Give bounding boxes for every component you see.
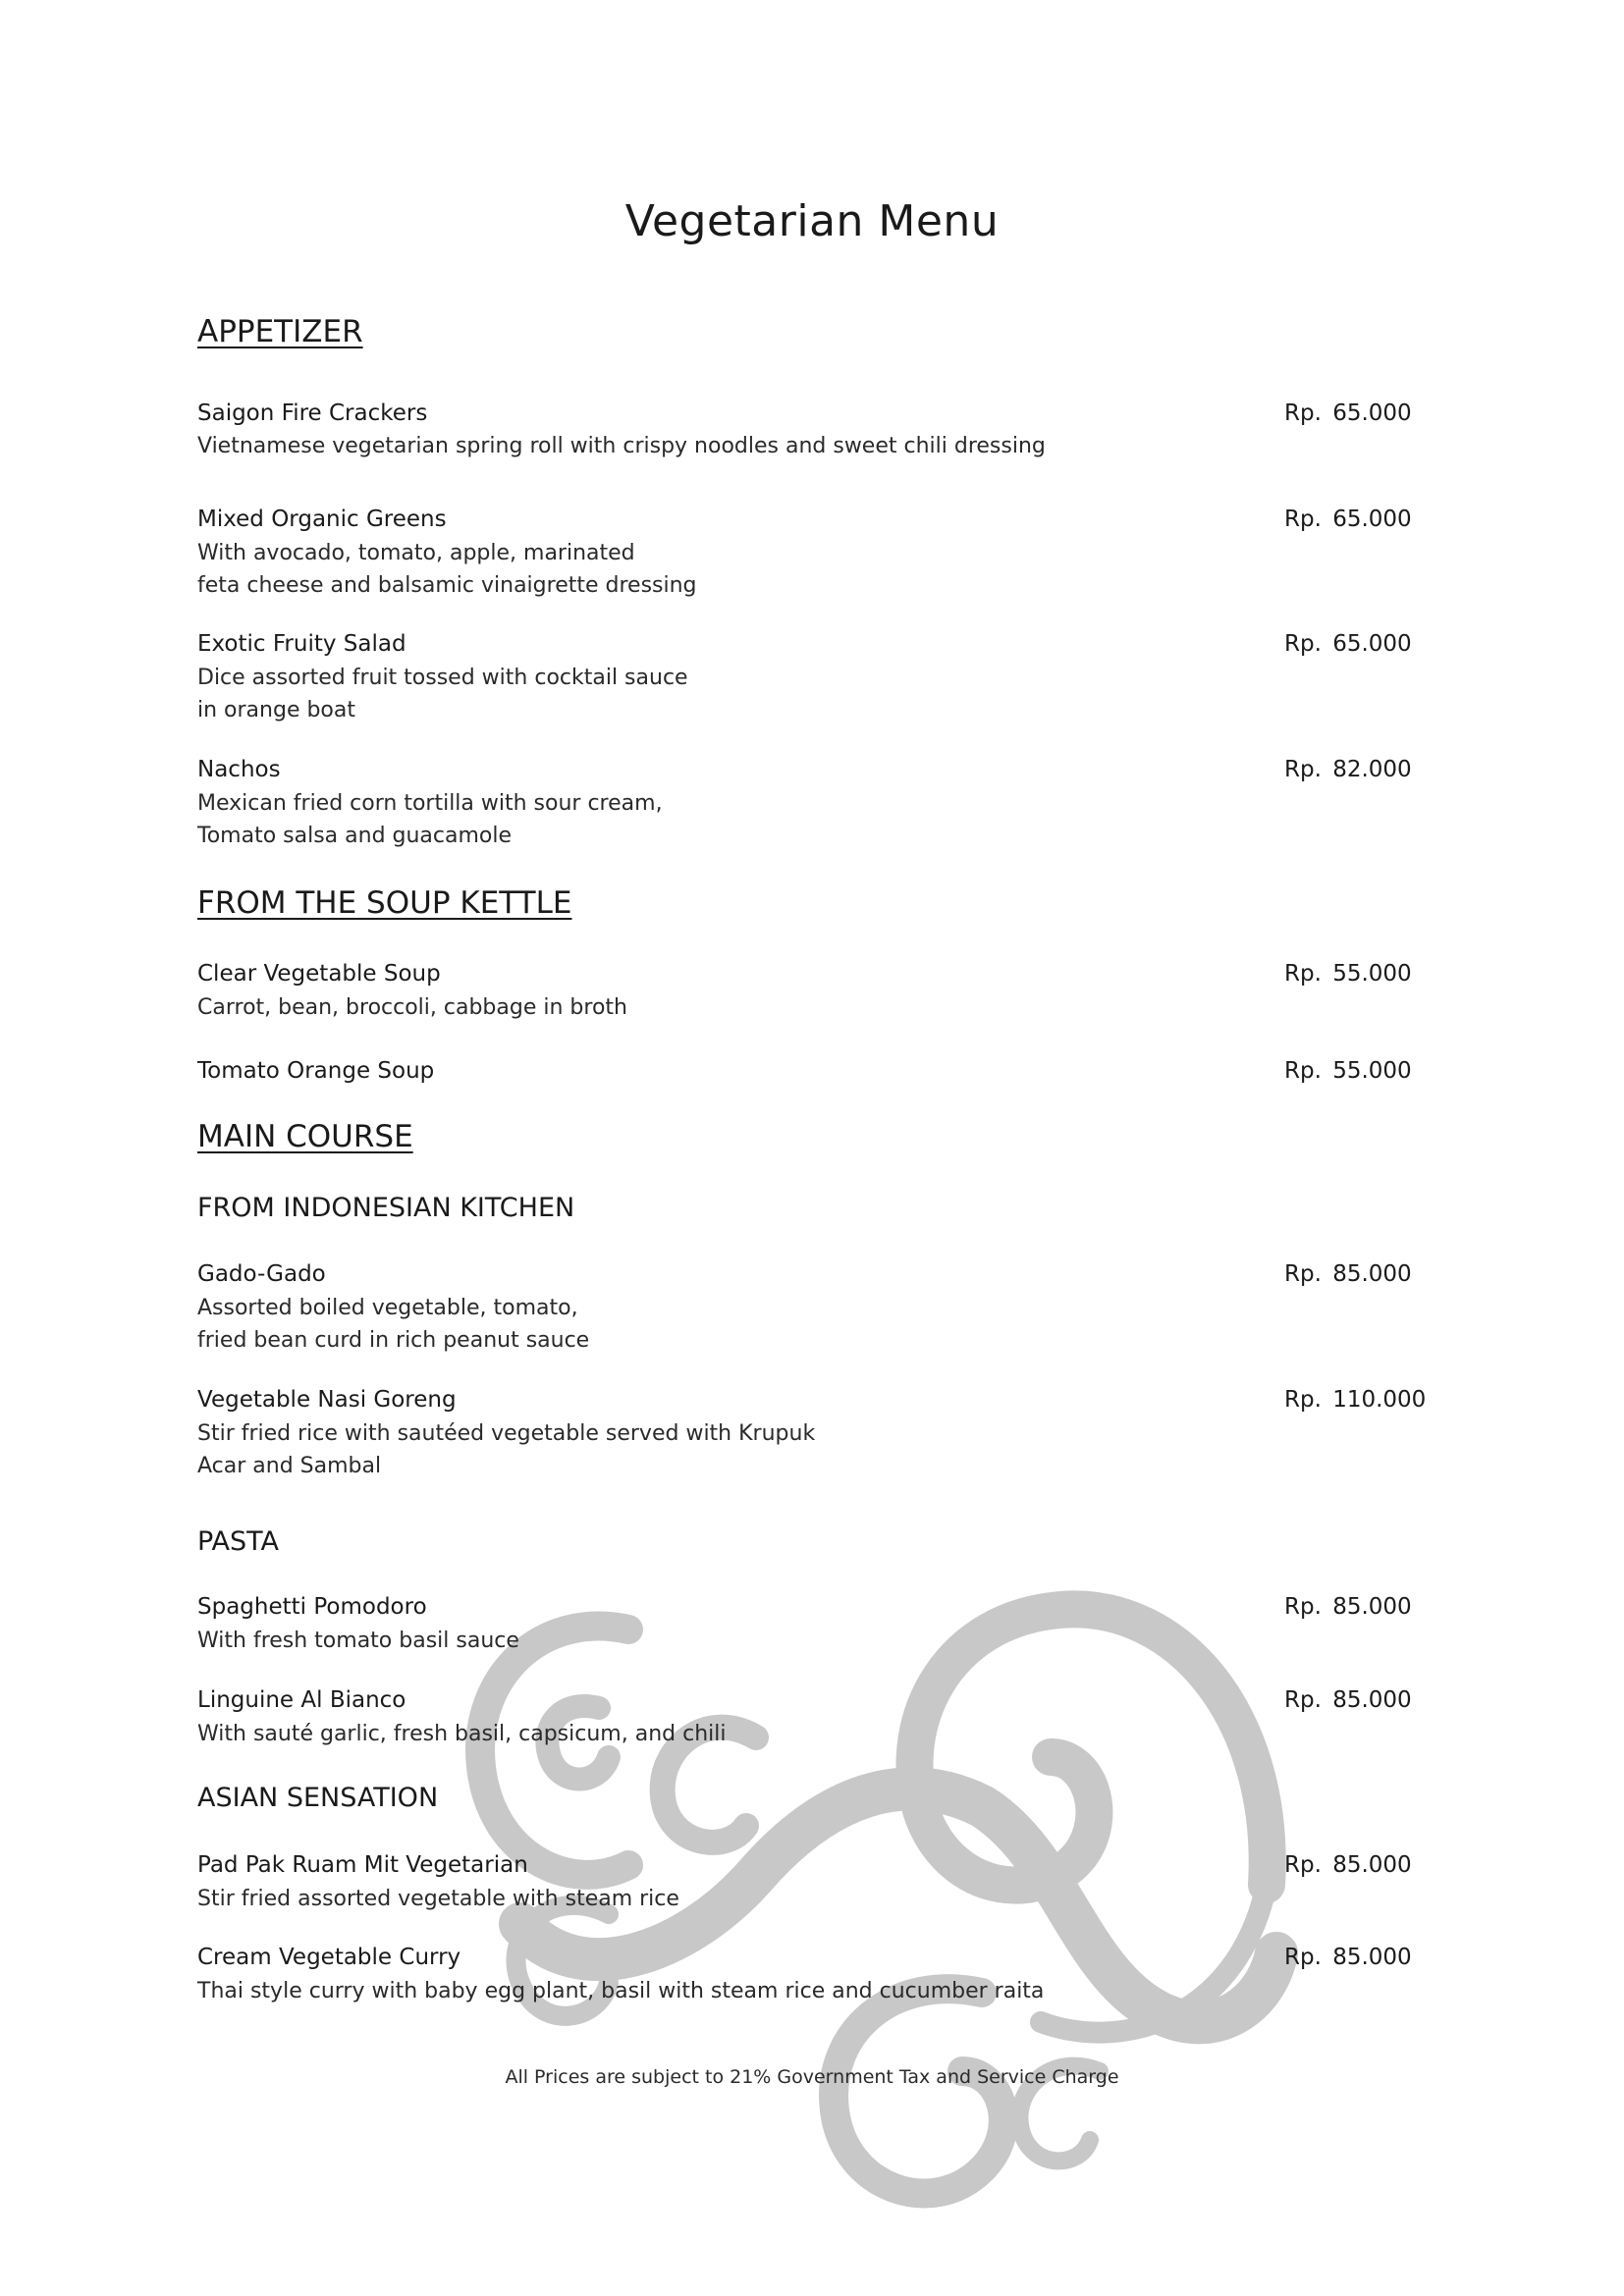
menu-item-price: Rp. 65.000 [1284, 631, 1412, 657]
menu-item-name: Gado-Gado [197, 1261, 326, 1287]
menu-item-description: Assorted boiled vegetable, tomato, [197, 1296, 578, 1320]
page-title: Vegetarian Menu [624, 196, 1000, 246]
tax-notice-footer: All Prices are subject to 21% Government Tax and Service Charge [505, 2066, 1119, 2088]
menu-item-price: Rp. 85.000 [1284, 1687, 1412, 1713]
menu-item-price: Rp. 65.000 [1284, 400, 1412, 426]
menu-item-name: Mixed Organic Greens [197, 507, 447, 532]
menu-item-description: Mexican fried corn tortilla with sour cream, [197, 791, 663, 816]
menu-item-price: Rp. 85.000 [1284, 1261, 1412, 1287]
menu-item-description: fried bean curd in rich peanut sauce [197, 1328, 590, 1353]
menu-item-name: Tomato Orange Soup [197, 1058, 435, 1084]
menu-item-description: With avocado, tomato, apple, marinated [197, 541, 635, 565]
menu-item-description: With sauté garlic, fresh basil, capsicum, and chili [197, 1722, 727, 1746]
menu-item-price: Rp. 55.000 [1284, 961, 1412, 987]
menu-item-name: Linguine Al Bianco [197, 1687, 406, 1713]
menu-item-name: Cream Vegetable Curry [197, 1945, 461, 1970]
menu-item-price: Rp. 55.000 [1284, 1058, 1412, 1084]
menu-item-description: Vietnamese vegetarian spring roll with crispy noodles and sweet chili dressing [197, 434, 1046, 458]
menu-item-description: Thai style curry with baby egg plant, basil with steam rice and cucumber raita [197, 1979, 1045, 2003]
menu-item-price: Rp. 82.000 [1284, 757, 1412, 782]
menu-item-description: Carrot, bean, broccoli, cabbage in broth [197, 995, 627, 1020]
menu-item-name: Exotic Fruity Salad [197, 631, 406, 657]
menu-item-price: Rp. 110.000 [1284, 1387, 1427, 1413]
subsection-heading-asian: ASIAN SENSATION [197, 1783, 439, 1813]
menu-item-name: Saigon Fire Crackers [197, 400, 428, 426]
subsection-heading-pasta: PASTA [197, 1526, 280, 1557]
section-heading-appetizer: APPETIZER [197, 314, 363, 349]
menu-item-description: Stir fried assorted vegetable with steam rice [197, 1887, 679, 1911]
menu-item-description: Tomato salsa and guacamole [197, 824, 513, 848]
section-heading-soup: FROM THE SOUP KETTLE [197, 885, 572, 921]
menu-item-price: Rp. 85.000 [1284, 1945, 1412, 1970]
subsection-heading-indonesian: FROM INDONESIAN KITCHEN [197, 1193, 575, 1223]
menu-item-price: Rp. 85.000 [1284, 1852, 1412, 1878]
menu-item-name: Vegetable Nasi Goreng [197, 1387, 457, 1413]
menu-item-price: Rp. 85.000 [1284, 1594, 1412, 1620]
menu-item-description: Stir fried rice with sautéed vegetable served with Krupuk [197, 1421, 816, 1446]
menu-item-name: Clear Vegetable Soup [197, 961, 441, 987]
menu-item-name: Pad Pak Ruam Mit Vegetarian [197, 1852, 528, 1878]
menu-item-description: Dice assorted fruit tossed with cocktail sauce [197, 666, 688, 690]
menu-item-description: feta cheese and balsamic vinaigrette dressing [197, 573, 697, 598]
menu-item-description: With fresh tomato basil sauce [197, 1629, 519, 1653]
menu-item-name: Spaghetti Pomodoro [197, 1594, 427, 1620]
section-heading-main-course: MAIN COURSE [197, 1119, 413, 1154]
menu-item-description: Acar and Sambal [197, 1454, 382, 1478]
menu-item-price: Rp. 65.000 [1284, 507, 1412, 532]
menu-item-name: Nachos [197, 757, 281, 782]
menu-item-description: in orange boat [197, 698, 356, 722]
